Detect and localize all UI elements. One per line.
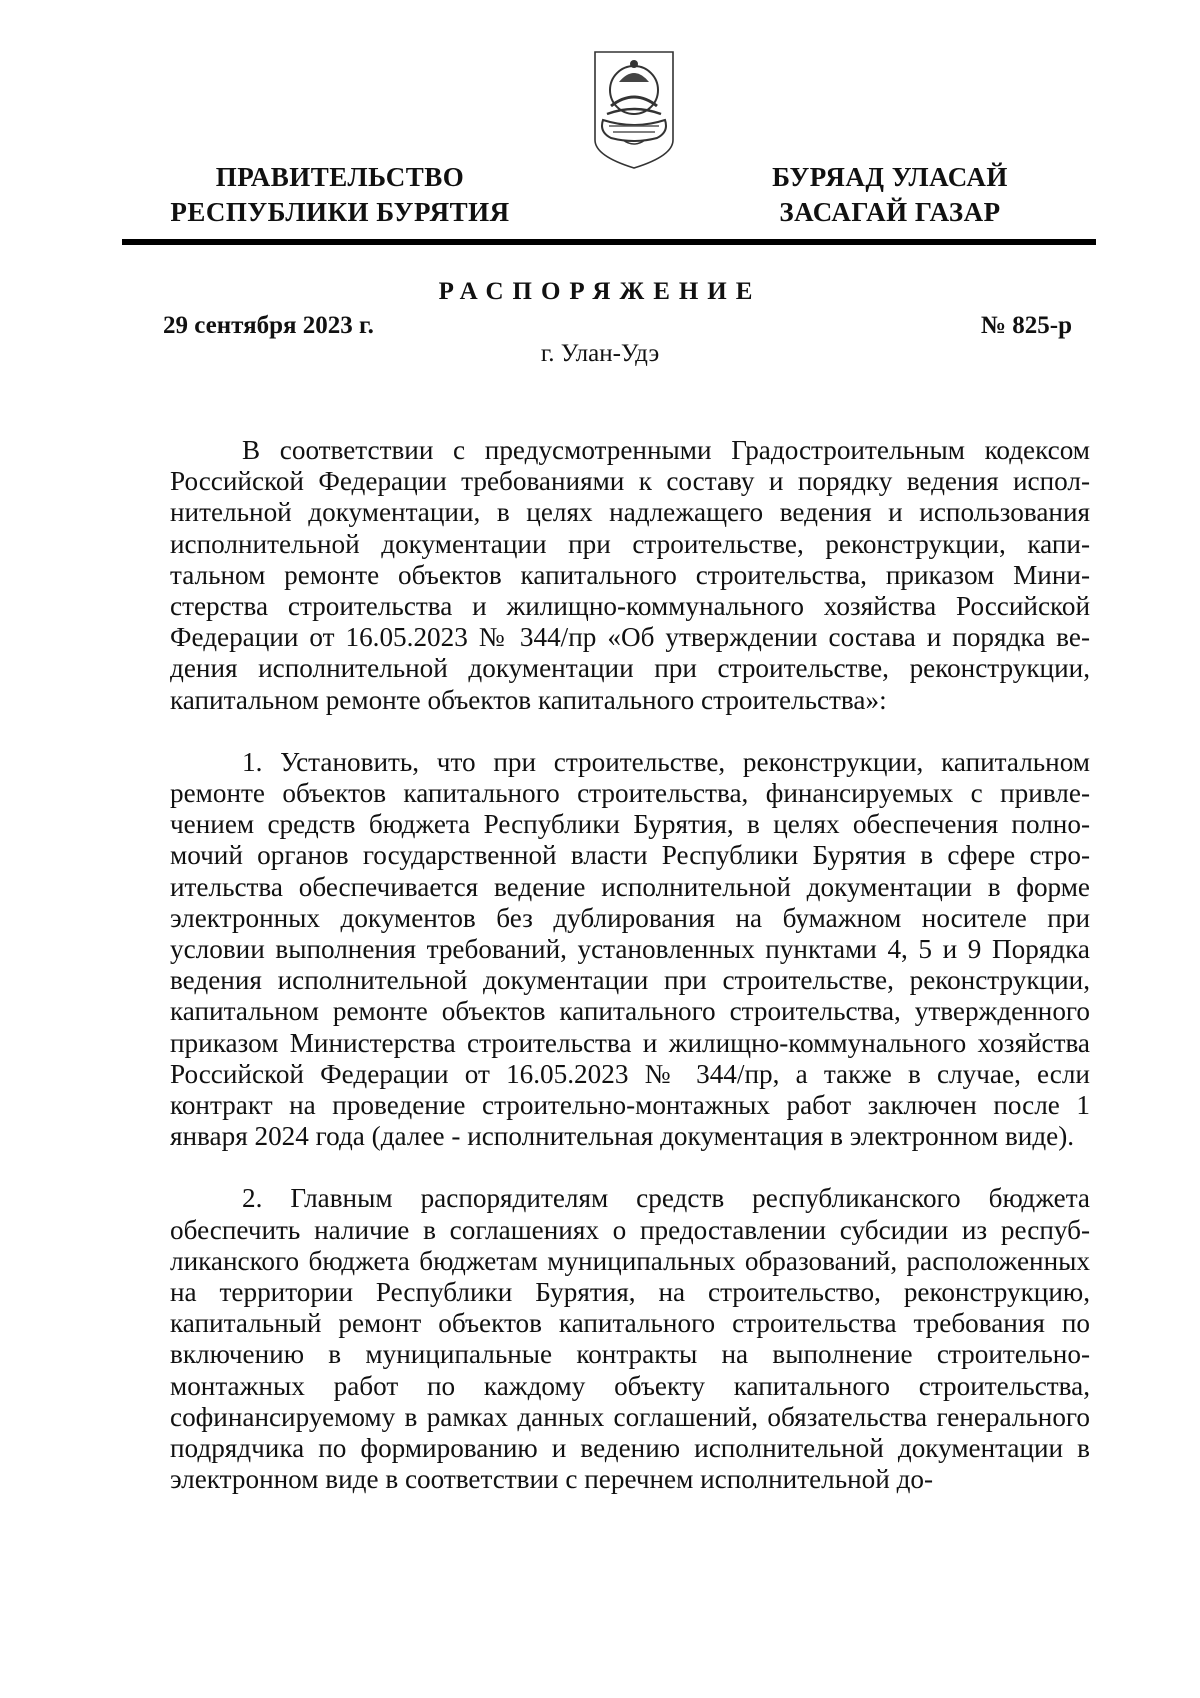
- issuer-buryat-line2: ЗАСАГАЙ ГАЗАР: [779, 197, 1001, 227]
- issuer-russian-line2: РЕСПУБЛИКИ БУРЯТИЯ: [170, 197, 510, 227]
- issuer-name-russian: [150, 160, 530, 230]
- item-2-paragraph: 2. Главным распорядителям средств республиканского бюджета обеспечить наличие в соглашениях о предоставлении субсидии из республиканского бюджета бюджетам муниципальных образований, расположенных на территории Республики Бурятия, на строительство, реконструкцию, капитальный ремонт объектов капитального строительства требования по включению в муниципальные контракты на выполнение строительно-монтажных работ по каждому объекту капитального строительства, софинансируемому в рамках данных соглашений, обязательства генерального подрядчика по формированию и ведению исполнительной документации в электронном виде в соответствии с перечнем исполнительной до-: [170, 1183, 1090, 1495]
- item-1-paragraph: 1. Установить, что при строительстве, реконструкции, капитальном ремонте объектов капитального строительства, финансируемых с привлечением средств бюджета Республики Бурятия, в целях обеспечения полномочий органов государственной власти Республики Бурятия в сфере строительства обеспечивается ведение исполнительной документации в форме электронных документов без дублирования на бумажном носителе при условии выполнения требований, установленных пунктами 4, 5 и 9 Порядка ведения исполнительной документации при строительстве, реконструкции, капитальном ремонте объектов капитального строительства, утвержденного приказом Министерства строительства и жилищно-коммунального хозяйства Российской Федерации от 16.05.2023 № 344/пр, а также в случае, если контракт на проведение строительно-монтажных работ заключен после 1 января 2024 года (далее - исполнительная документация в электронном виде).: [170, 746, 1090, 1152]
- document-city: г. Улан-Удэ: [540, 340, 660, 367]
- document-number: № 825-р: [980, 312, 1072, 339]
- header-divider: [122, 239, 1096, 245]
- issuer-buryat-line1: БУРЯАД УЛАСАЙ: [772, 162, 1008, 192]
- preamble-paragraph: В соответствии с предусмотренными Градостроительным кодексом Российской Федерации требованиями к составу и порядку ведения исполнительной документации, в целях надлежащего ведения и использования исполнительной документации при строительстве, реконструкции, капитальном ремонте объектов капитального строительства, приказом Министерства строительства и жилищно-коммунального хозяйства Российской Федерации от 16.05.2023 № 344/пр «Об утверждении состава и порядка ведения исполнительной документации при строительстве, реконструкции, капитальном ремонте объектов капитального строительства»:: [170, 435, 1090, 715]
- issuer-russian-line1: ПРАВИТЕЛЬСТВО: [215, 162, 465, 192]
- document-date: 29 сентября 2023 г.: [163, 312, 374, 339]
- coat-of-arms-emblem: [589, 48, 679, 172]
- issuer-name-buryat: [740, 160, 1040, 230]
- document-type: РАСПОРЯЖЕНИЕ: [438, 278, 762, 305]
- document-body: [170, 435, 1090, 1527]
